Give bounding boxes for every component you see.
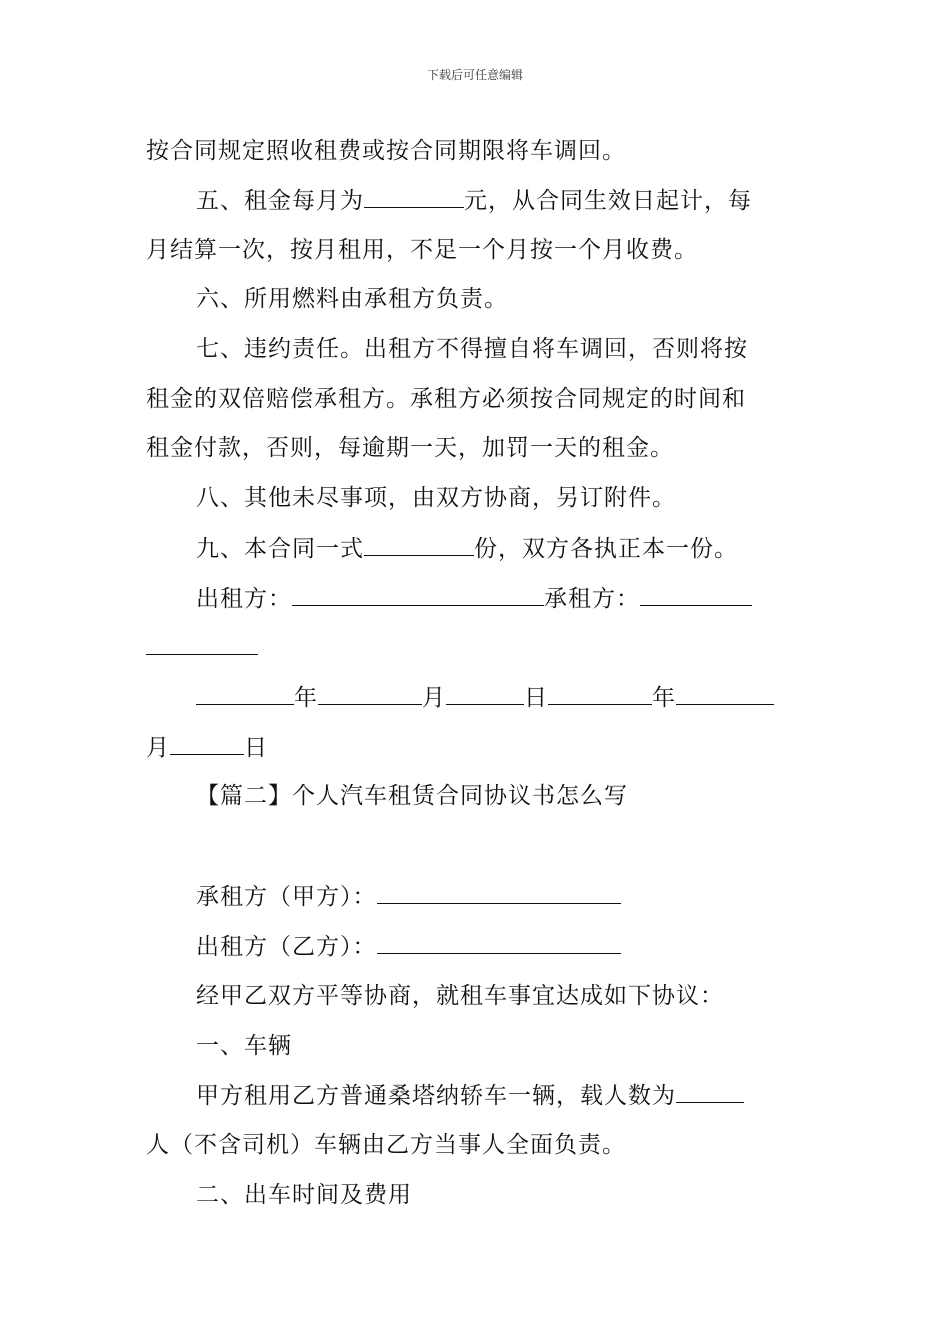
paragraph-line: 租金付款，否则，每逾期一天，加罚一天的租金。 [146, 435, 674, 461]
lessee-line [196, 881, 810, 912]
lessor-label: 出租方： [196, 586, 292, 612]
paragraph-line: 租金的双倍赔偿承租方。承租方必须按合同规定的时间和 [146, 386, 746, 412]
clause-8-line: 八、其他未尽事项，由双方协商，另订附件。 [196, 485, 676, 511]
vehicle-text: 甲方租用乙方普通桑塔纳轿车一辆，载人数为 [196, 1083, 676, 1109]
lessor-party-label: 出租方（乙方）： [196, 934, 377, 960]
year-label-1: 年 [294, 685, 318, 711]
signature-continuation-line [146, 632, 810, 663]
lessee-signature-blank-cont [146, 632, 258, 655]
paragraph-line: 按合同规定照收租费或按合同期限将车调回。 [146, 138, 626, 164]
lessor-signature-blank [292, 583, 544, 606]
lessor-line [196, 931, 810, 962]
clause-5-text-a: 五、租金每月为 [196, 188, 364, 214]
day-label-1: 日 [524, 685, 548, 711]
lessee-party-blank [377, 881, 621, 904]
signature-line [196, 583, 810, 614]
clause-5-line [196, 185, 810, 216]
section-2-heading: 二、出车时间及费用 [196, 1182, 412, 1208]
section-1-heading: 一、车辆 [196, 1033, 292, 1059]
rent-amount-blank [364, 185, 464, 208]
year-label-2: 年 [652, 685, 676, 711]
clause-7-line: 七、违约责任。出租方不得擅自将车调回，否则将按 [196, 336, 748, 362]
copies-blank [364, 533, 474, 556]
vehicle-line [196, 1080, 810, 1111]
day-blank-1 [446, 682, 524, 705]
date-continuation-line [146, 732, 810, 763]
month-label-2: 月 [146, 735, 170, 761]
agreement-intro-line: 经甲乙双方平等协商，就租车事宜达成如下协议： [196, 983, 724, 1009]
year-blank-1 [196, 682, 294, 705]
clause-9-text-a: 九、本合同一式 [196, 536, 364, 562]
clause-9-text-b: 份，双方各执正本一份。 [474, 536, 738, 562]
day-blank-2 [170, 732, 244, 755]
year-blank-2 [548, 682, 652, 705]
paragraph-line: 人（不含司机）车辆由乙方当事人全面负责。 [146, 1132, 626, 1158]
month-blank-2 [676, 682, 774, 705]
clause-6-line: 六、所用燃料由承租方负责。 [196, 286, 508, 312]
date-line [196, 682, 810, 713]
clause-5-text-b: 元，从合同生效日起计，每 [464, 188, 752, 214]
lessee-signature-blank [640, 583, 752, 606]
clause-9-line [196, 533, 810, 564]
passenger-count-blank [676, 1080, 744, 1103]
lessor-party-blank [377, 931, 621, 954]
month-blank-1 [318, 682, 422, 705]
page-header: 下载后可任意编辑 [426, 68, 523, 82]
lessee-party-label: 承租方（甲方）： [196, 884, 377, 910]
day-label-2: 日 [244, 735, 268, 761]
section-title: 【篇二】个人汽车租赁合同协议书怎么写 [196, 783, 628, 809]
month-label-1: 月 [422, 685, 446, 711]
lessee-label: 承租方： [544, 586, 640, 612]
paragraph-line: 月结算一次，按月租用，不足一个月按一个月收费。 [146, 237, 698, 263]
